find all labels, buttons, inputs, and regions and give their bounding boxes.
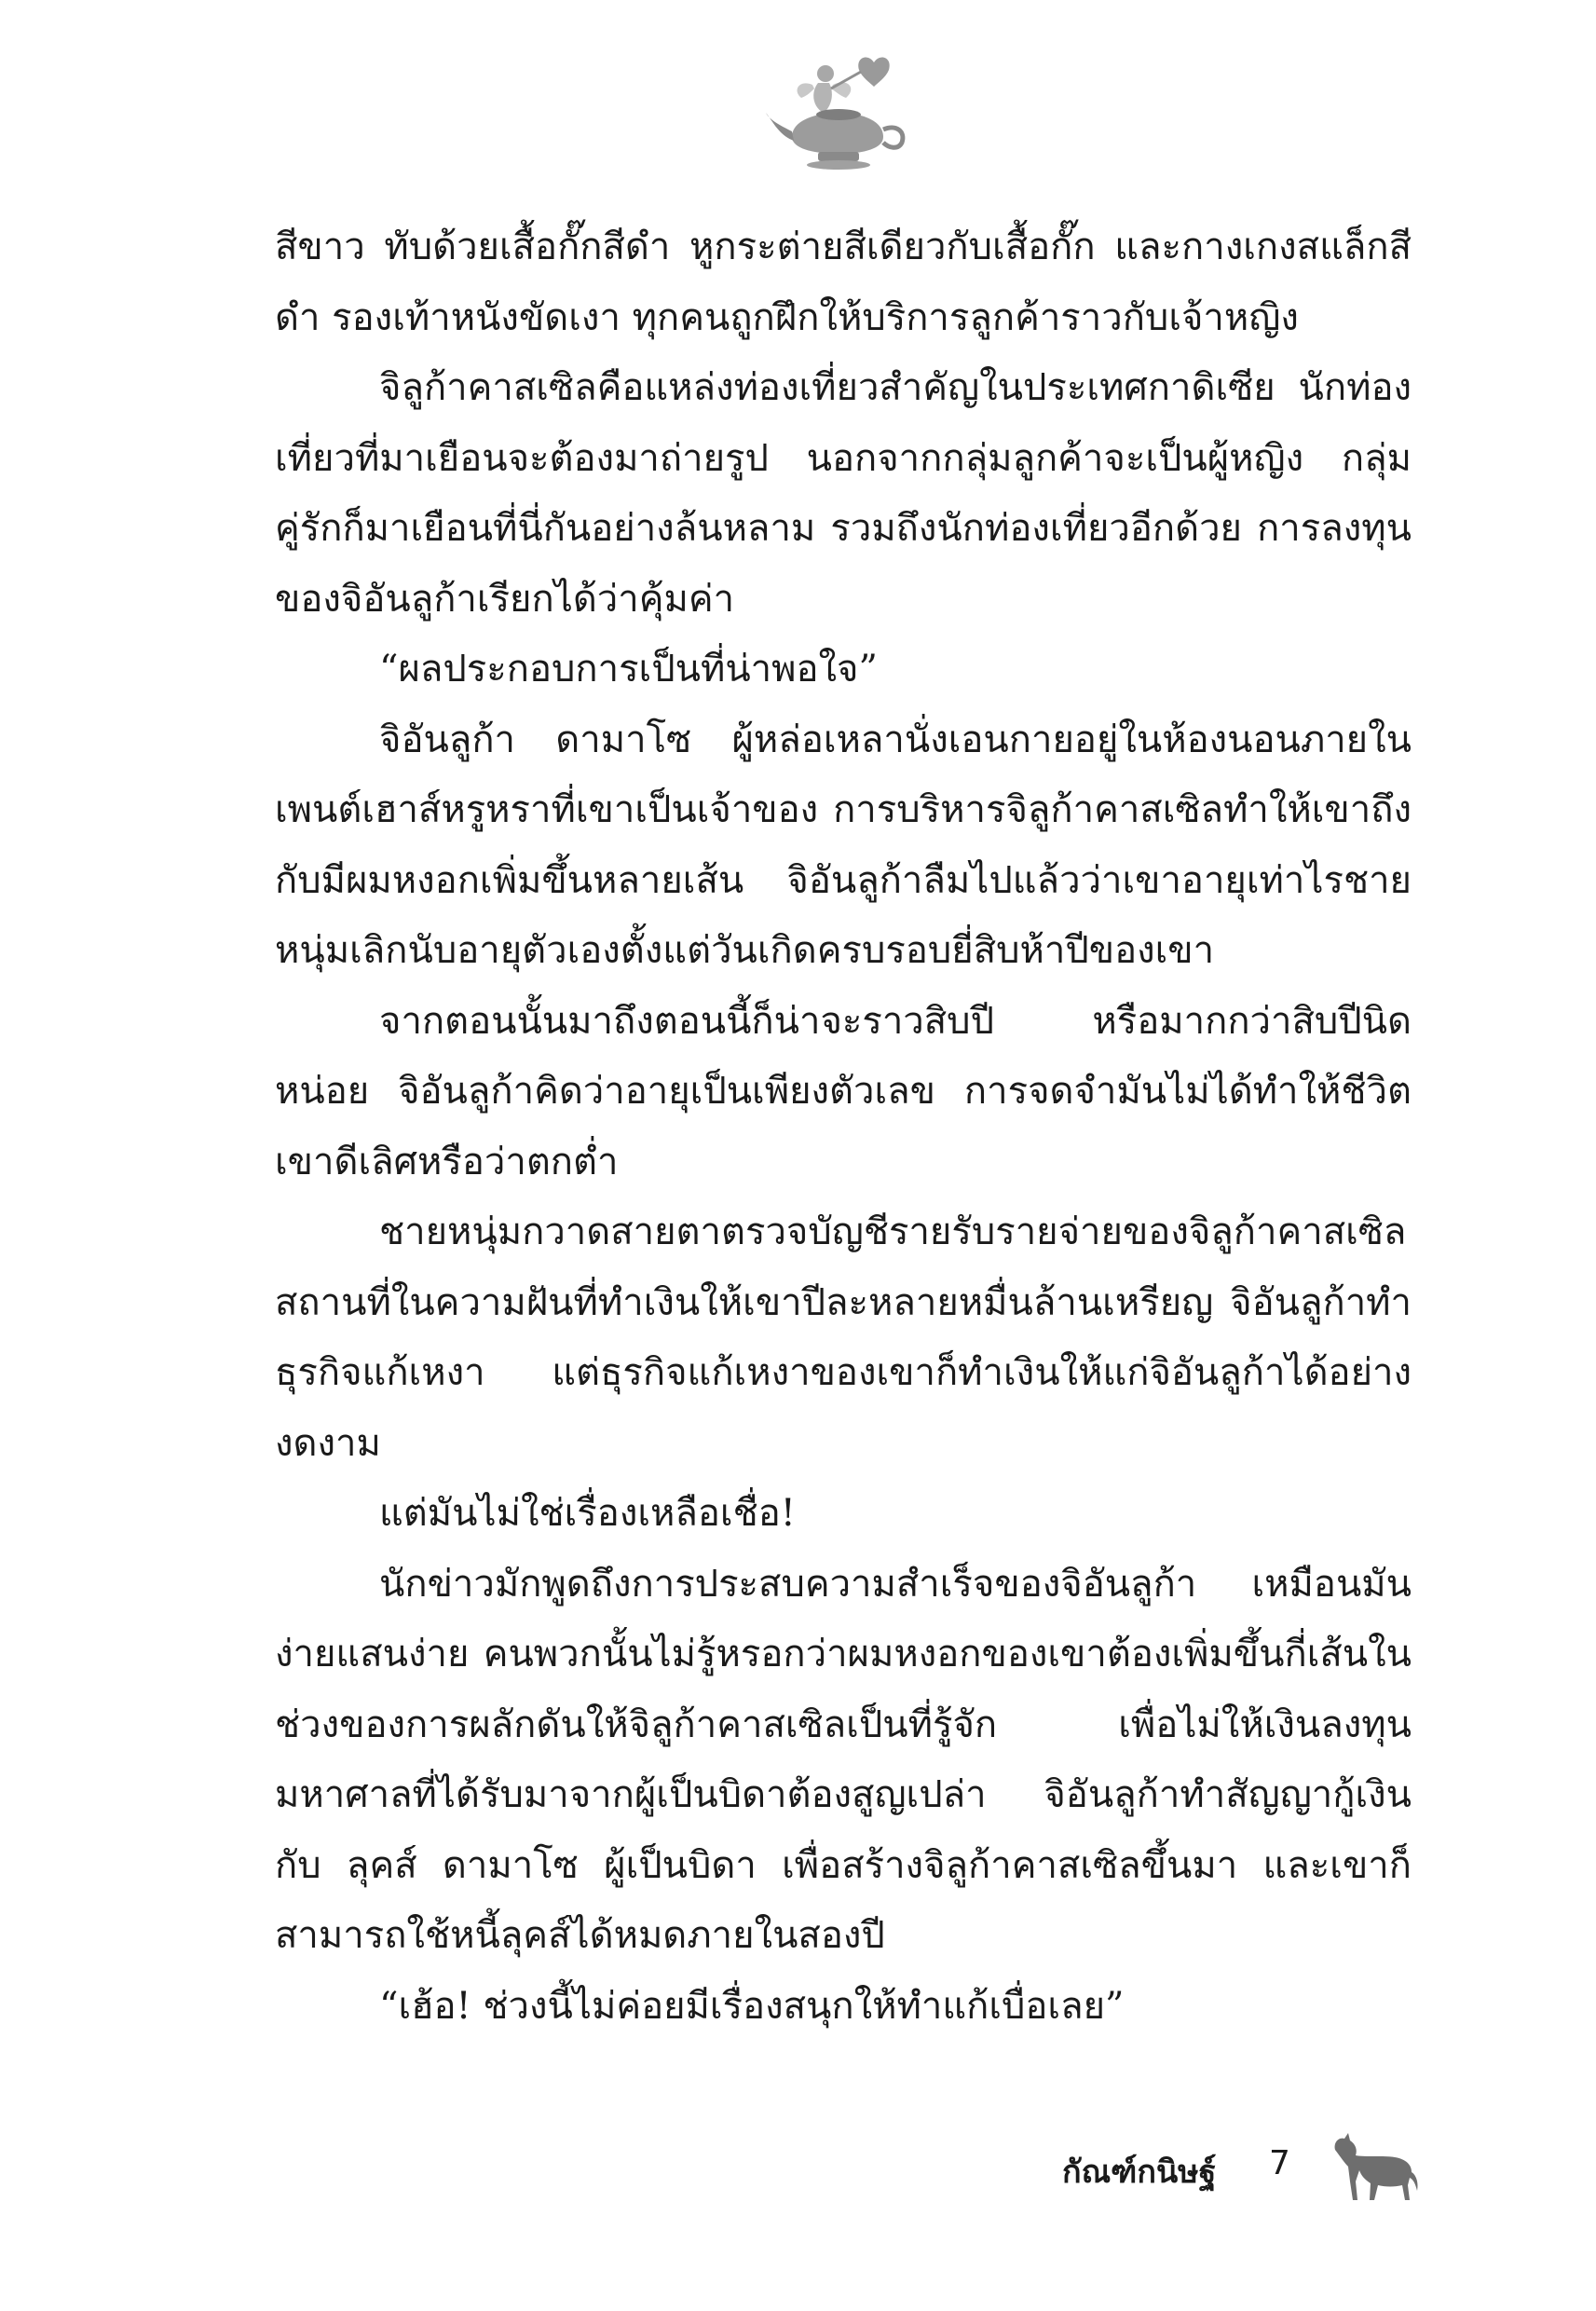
paragraph-3: “ผลประกอบการเป็นที่น่าพอใจ” <box>379 648 878 691</box>
paragraph-2: จิลูก้าคาสเซิลคือแหล่งท่องเที่ยวสำคัญในประเทศกาดิเซีย นักท่องเที่ยวที่มาเยือนจะต้องมาถ่ายรูป นอกจากกลุ่มลูกค้าจะเป็นผู้หญิง กลุ่มคู่รักก็มาเยือนที่นี่กันอย่างล้นหลาม รวมถึงนักท่องเที่ยวอีกด้วย การลงทุนของจิอันลูก้าเรียกได้ว่าคุ้มค่า <box>275 366 1412 621</box>
paragraph-8: นักข่าวมักพูดถึงการประสบความสำเร็จของจิอันลูก้า เหมือนมันง่ายแสนง่าย คนพวกนั้นไม่รู้หรอกว่าผมหงอกของเขาต้องเพิ่มขึ้นกี่เส้นในช่วงของการผลักดันให้จิลูก้าคาสเซิลเป็นที่รู้จัก เพื่อไม่ให้เงินลงทุนมหาศาลที่ได้รับมาจากผู้เป็นบิดาต้องสูญเปล่า จิอันลูก้าทำสัญญากู้เงินกับ ลุคส์ ดามาโซ ผู้เป็นบิดา เพื่อสร้างจิลูก้าคาสเซิลขึ้นมา และเขาก็สามารถใช้หนี้ลุคส์ได้หมดภายในสองปี <box>275 1562 1412 1957</box>
horse-icon <box>1328 2129 1421 2204</box>
paragraph-7: แต่มันไม่ใช่เรื่องเหลือเชื่อ! <box>379 1492 796 1535</box>
paragraph-6: ชายหนุ่มกวาดสายตาตรวจบัญชีรายรับรายจ่ายของจิลูก้าคาสเซิลสถานที่ในความฝันที่ทำเงินให้เขาปีละหลายหมื่นล้านเหรียญ จิอันลูก้าทำธุรกิจแก้เหงา แต่ธุรกิจแก้เหงาของเขาก็ทำเงินให้แก่จิอันลูก้าได้อย่างงดงาม <box>275 1210 1412 1465</box>
page-number: 7 <box>1269 2144 1290 2182</box>
paragraph-9: “เฮ้อ! ช่วงนี้ไม่ค่อยมีเรื่องสนุกให้ทำแก้เบื่อเลย” <box>379 1984 1125 2028</box>
body-text <box>275 212 1412 2042</box>
paragraph-5: จากตอนนั้นมาถึงตอนนี้ก็น่าจะราวสิบปี หรือมากกว่าสิบปีนิดหน่อย จิอันลูก้าคิดว่าอายุเป็นเพียงตัวเลข การจดจำมันไม่ได้ทำให้ชีวิตเขาดีเลิศหรือว่าตกต่ำ <box>275 999 1412 1183</box>
paragraph-1: สีขาว ทับด้วยเสื้อกั๊กสีดำ หูกระต่ายสีเดียวกับเสื้อกั๊ก และกางเกงสแล็กสีดำ รองเท้าหนังขัดเงา ทุกคนถูกฝึกให้บริการลูกค้าราวกับเจ้าหญิง <box>275 226 1412 339</box>
page-footer <box>1062 2129 1435 2213</box>
cupid-teapot-logo-icon <box>764 51 913 172</box>
book-title: กัณฑ์กนิษฐ์ <box>1062 2154 1217 2191</box>
paragraph-4: จิอันลูก้า ดามาโซ ผู้หล่อเหลานั่งเอนกายอยู่ในห้องนอนภายในเพนต์เฮาส์หรูหราที่เขาเป็นเจ้าของ การบริหารจิลูก้าคาสเซิลทำให้เขาถึงกับมีผมหงอกเพิ่มขึ้นหลายเส้น จิอันลูก้าลืมไปแล้วว่าเขาอายุเท่าไรชายหนุ่มเลิกนับอายุตัวเองตั้งแต่วันเกิดครบรอบยี่สิบห้าปีของเขา <box>275 718 1412 972</box>
